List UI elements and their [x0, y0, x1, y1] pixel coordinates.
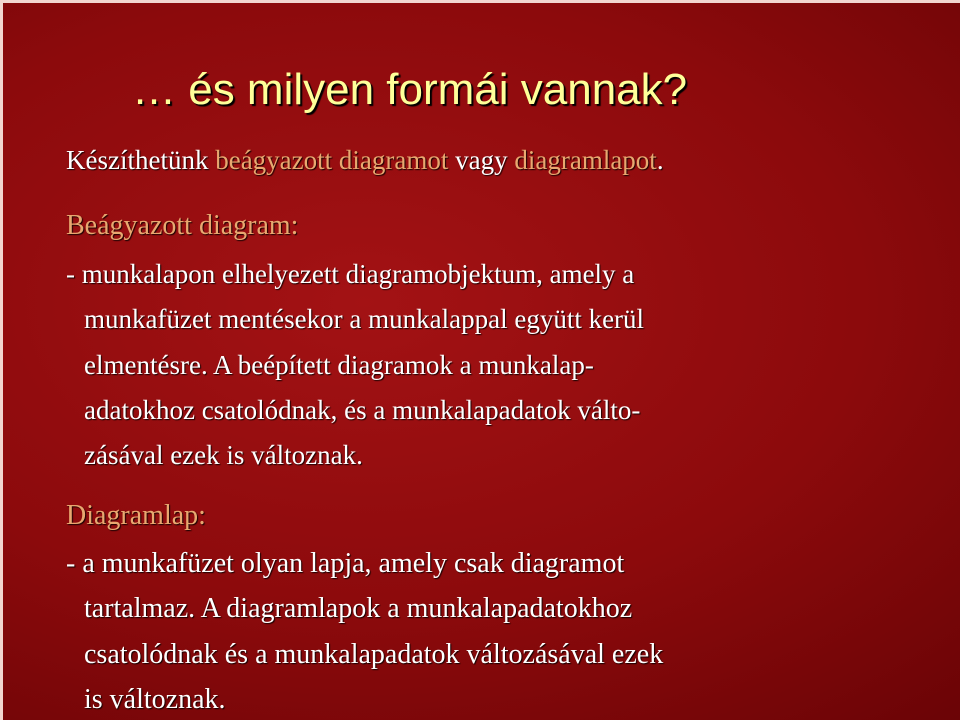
intro-middle: vagy	[448, 145, 515, 175]
intro-term-chart-sheet: diagramlapot	[514, 145, 657, 175]
section-heading-chart-sheet: Diagramlap:	[66, 500, 206, 531]
section-body-chart-sheet	[66, 541, 663, 720]
body-line: munkafüzet mentésekor a munkalappal együtt kerül	[84, 304, 645, 335]
intro-prefix: Készíthetünk	[66, 145, 216, 175]
intro-paragraph	[66, 143, 664, 177]
intro-suffix: .	[656, 145, 664, 175]
section-body-embedded-chart	[66, 252, 644, 478]
body-line: - munkalapon elhelyezett diagramobjektum, amely a	[66, 259, 635, 289]
slide-title: … és milyen formái vannak?	[132, 65, 688, 114]
intro-term-embedded-chart: beágyazott diagramot	[215, 145, 449, 175]
body-line: csatolódnak és a munkalapadatok változásával ezek	[84, 638, 664, 670]
body-line: zásával ezek is változnak.	[84, 440, 363, 471]
body-line: elmentésre. A beépített diagramok a munkalap-	[84, 349, 594, 380]
body-line: is változnak.	[84, 683, 226, 715]
body-line: adatokhoz csatolódnak, és a munkalapadatok válto-	[84, 394, 641, 425]
body-line: tartalmaz. A diagramlapok a munkalapadatokhoz	[84, 593, 633, 625]
section-heading-embedded-chart: Beágyazott diagram:	[66, 210, 299, 241]
body-line: - a munkafüzet olyan lapja, amely csak diagramot	[66, 548, 625, 579]
